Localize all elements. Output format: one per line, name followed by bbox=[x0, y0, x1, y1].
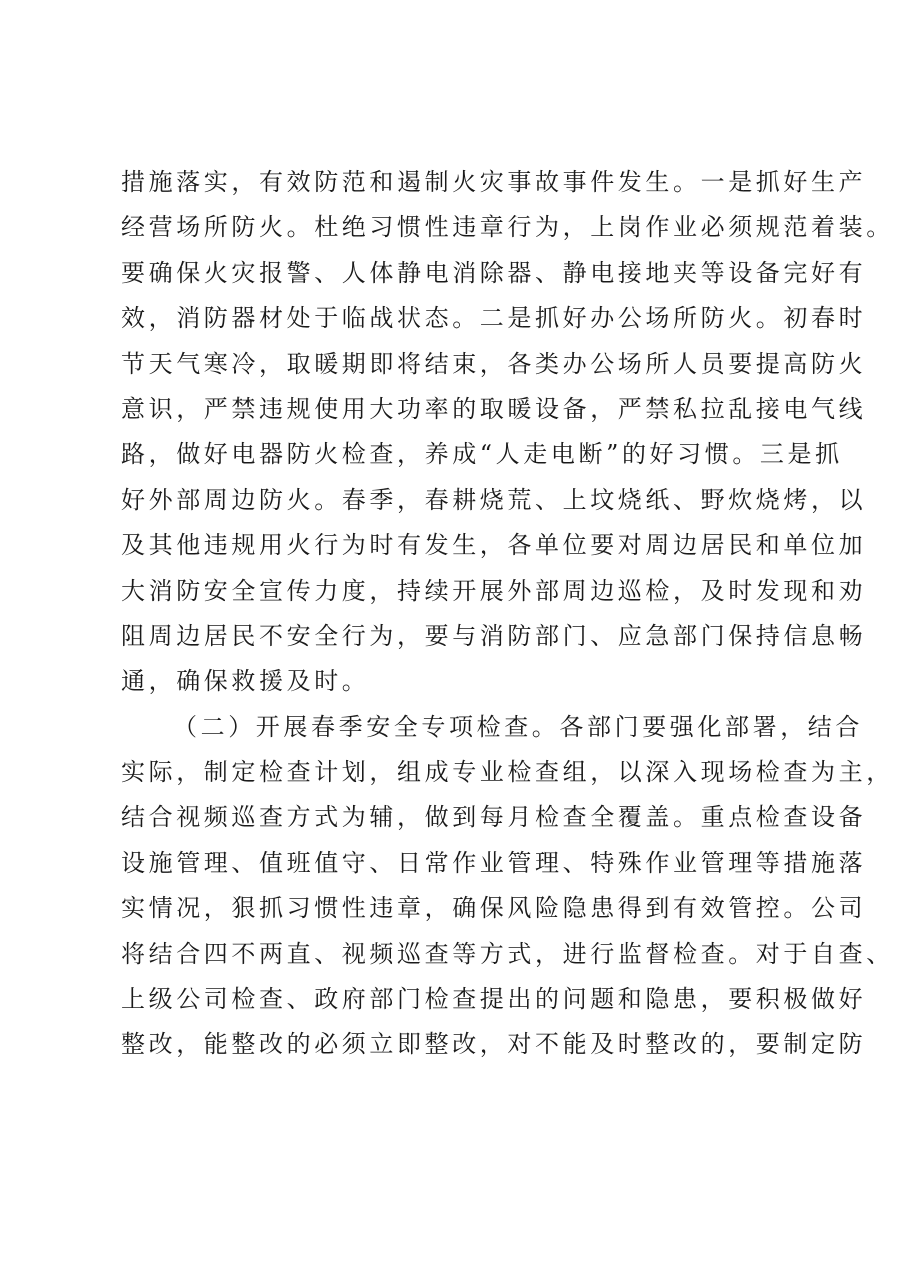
text-line: 大消防安全宣传力度，持续开展外部周边巡检，及时发现和劝 bbox=[121, 576, 867, 605]
text-line: 实情况，狠抓习惯性违章，确保风险隐患得到有效管控。公司 bbox=[121, 894, 867, 923]
text-line: 意识，严禁违规使用大功率的取暖设备，严禁私拉乱接电气线 bbox=[121, 394, 867, 423]
text-line: 结合视频巡查方式为辅，做到每月检查全覆盖。重点检查设备 bbox=[121, 803, 867, 832]
text-line: 路，做好电器防火检查，养成“人走电断”的好习惯。三是抓 bbox=[121, 440, 843, 469]
text-line: 要确保火灾报警、人体静电消除器、静电接地夹等设备完好有 bbox=[121, 258, 867, 287]
text-line: 通，确保救援及时。 bbox=[121, 667, 370, 696]
text-line: 将结合四不两直、视频巡查等方式，进行监督检查。对于自查、 bbox=[121, 939, 894, 968]
text-line: 效，消防器材处于临战状态。二是抓好办公场所防火。初春时 bbox=[121, 304, 867, 333]
text-line: 设施管理、值班值守、日常作业管理、特殊作业管理等措施落 bbox=[121, 848, 867, 877]
text-line: 阻周边居民不安全行为，要与消防部门、应急部门保持信息畅 bbox=[121, 621, 867, 650]
text-line: 措施落实，有效防范和遏制火灾事故事件发生。一是抓好生产 bbox=[121, 168, 867, 196]
text-line: 好外部周边防火。春季，春耕烧荒、上坟烧纸、野炊烧烤，以 bbox=[121, 485, 867, 514]
text-line: 节天气寒冷，取暖期即将结束，各类办公场所人员要提高防火 bbox=[121, 349, 867, 378]
document-body bbox=[121, 160, 894, 1068]
section-heading-line: （二）开展春季安全专项检查。各部门要强化部署，结合 bbox=[173, 712, 863, 741]
text-line: 经营场所防火。杜绝习惯性违章行为，上岗作业必须规范着装。 bbox=[121, 213, 894, 242]
text-line: 及其他违规用火行为时有发生，各单位要对周边居民和单位加 bbox=[121, 531, 867, 560]
text-line: 上级公司检查、政府部门检查提出的问题和隐患，要积极做好 bbox=[121, 985, 867, 1014]
text-line: 实际，制定检查计划，组成专业检查组，以深入现场检查为主， bbox=[121, 758, 894, 787]
text-line: 整改，能整改的必须立即整改，对不能及时整改的，要制定防 bbox=[121, 1030, 867, 1059]
